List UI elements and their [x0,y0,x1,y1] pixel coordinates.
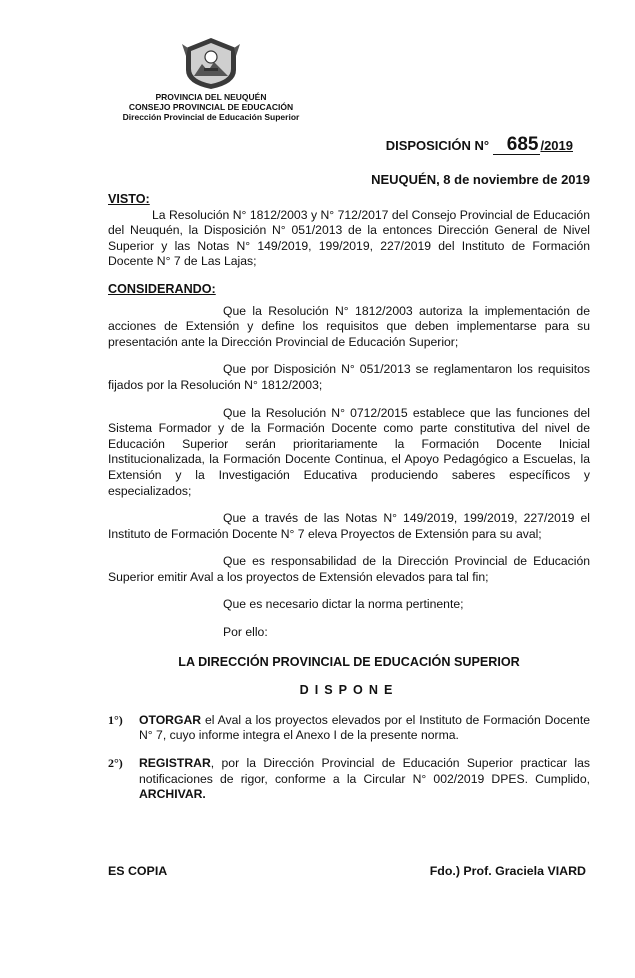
article-number: 1°) [108,712,123,727]
article-closing: ARCHIVAR. [139,787,206,802]
visto-text: La Resolución N° 1812/2003 y N° 712/2017 del Consejo Provincial de Educación del Neuquén, la Disposición N° 051/2013 de la entonces Dirección General de Nivel Superior y las Notas N° 149/2019, 199/2019, 227/2019 del Instituto de Formación Docente N° 7 de Las Lajas; [108,207,590,269]
document-body [108,192,590,803]
article-verb: OTORGAR [139,712,202,727]
considerando-paragraph: Por ello: [223,625,268,640]
visto-heading: VISTO: [108,192,150,206]
provincial-coat-of-arms-icon [180,36,242,90]
considerando-paragraph: Que a través de las Notas N° 149/2019, 199/2019, 227/2019 el Instituto de Formación Docente N° 7 eleva Proyectos de Extensión para su aval; [108,511,590,541]
considerando-paragraph: Que la Resolución N° 1812/2003 autoriza la implementación de acciones de Extensión y define los requisitos que deben implementarse para su presentación ante la Dirección Provincial de Educación Superior; [108,303,590,349]
considerando-paragraph: Que la Resolución N° 0712/2015 establece que las funciones del Sistema Formador y de la Formación Docente como parte constitutiva del nivel de Educación Superior serán prioritariamente la Formación Docente Inicial Institucionalizada, la Formación Docente Continua, el Apoyo Pedagógico a Escuelas, la Extensión y la Investigación Educativa produciendo saberes específicos y especializados; [108,405,590,498]
article-verb: REGISTRAR [139,756,211,771]
letterhead [106,36,316,122]
dispone-heading: DISPONE [299,683,399,698]
header-province: PROVINCIA DEL NEUQUÉN [155,92,267,102]
disposition-year: /2019 [540,138,573,153]
disposition-number [386,135,573,155]
disposition-value: 685 [493,135,541,155]
header-council: CONSEJO PROVINCIAL DE EDUCACIÓN [128,102,294,112]
considerando-heading: CONSIDERANDO: [108,281,216,296]
disposition-label: DISPOSICIÓN N° [385,138,490,153]
article-text: el Aval a los proyectos elevados por el Instituto de Formación Docente N° 7, cuyo informe integra el Anexo I de la presente norma. [139,712,590,743]
signature-footer [108,864,590,878]
considerando-paragraph: Que es necesario dictar la norma pertinente; [223,597,464,612]
considerando-paragraph: Que es responsabilidad de la Dirección Provincial de Educación Superior emitir Aval a los proyectos de Extensión elevados para tal fin; [108,554,590,584]
copy-label: ES COPIA [108,864,168,878]
header-directorate: Dirección Provincial de Educación Superior [122,112,300,122]
considerando-paragraph: Que por Disposición N° 051/2013 se reglamentaron los requisitos fijados por la Resolución N° 1812/2003; [108,362,590,392]
article-2 [108,756,590,803]
document-date: NEUQUÉN, 8 de noviembre de 2019 [371,172,590,187]
article-1 [108,713,590,744]
authority-heading: LA DIRECCIÓN PROVINCIAL DE EDUCACIÓN SUPERIOR [178,654,520,669]
article-text: , por la Dirección Provincial de Educación Superior practicar las notificaciones de rigor, conforme a la Circular N° 002/2019 DPES. Cumplido, [139,756,590,786]
article-number: 2°) [108,756,123,771]
signatory: Fdo.) Prof. Graciela VIARD [429,864,586,878]
